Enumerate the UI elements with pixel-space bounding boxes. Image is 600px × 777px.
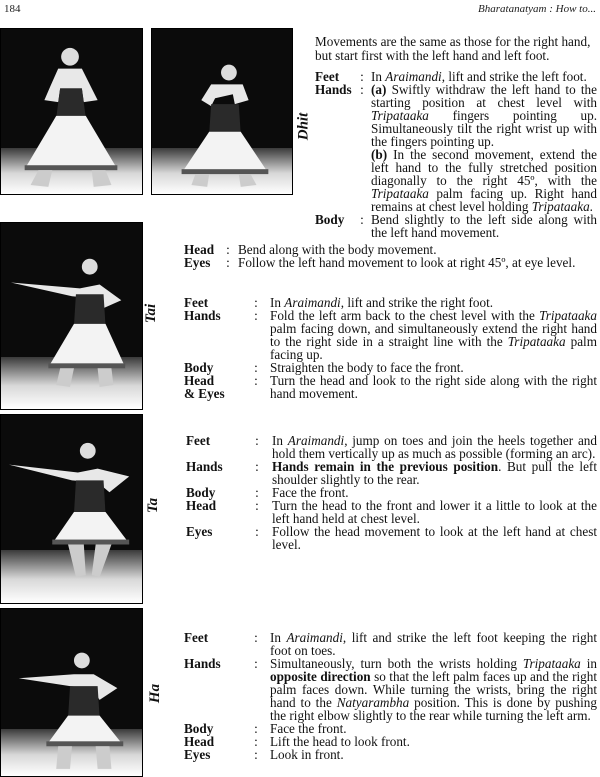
syllable-label-ha: Ha: [147, 683, 164, 704]
syllable-label-dhit: Dhit: [295, 112, 312, 141]
label-feet: Feet: [315, 69, 340, 84]
label-hands: Hands: [315, 82, 352, 97]
photo-dhit: [151, 28, 293, 195]
dhit-hands-row: Hands : (a) Swiftly withdraw the left hand to the starting position at chest level with Tripataaka fingers pointing up. Simultaneously tilt the right wrist up with the fingers pointing up. (b) In the second movement, extend the left hand to the fully stretched position diagonally to the right 45º, with the Tripataaka palm facing up. Right hand remains at chest level holding Tripataaka.: [315, 82, 597, 214]
dancer-figure-icon: [1, 223, 142, 409]
ha-instructions: [184, 631, 597, 761]
tai-body-row: Body : Straighten the body to face the front.: [184, 360, 464, 375]
syllable-label-ta: Ta: [145, 497, 162, 514]
dhit-head-row: Head : Bend along with the body movement.: [184, 242, 437, 257]
dhit-eyes-row: Eyes : Follow the left hand movement to look at right 45º, at eye level.: [184, 255, 576, 270]
intro-paragraph: Movements are the same as those for the right hand, but start first with the left hand and left foot.: [315, 34, 591, 63]
tai-instructions: [184, 296, 597, 400]
dhit-instructions: [315, 70, 597, 239]
tai-head-eyes-row: Head & Eyes : Turn the head and look to the right side along with the right hand movement.: [184, 373, 597, 401]
ta-hands-row: Hands : Hands remain in the previous position. But pull the left shoulder slightly to the rear.: [186, 459, 597, 487]
ha-feet-row: Feet : In Araimandi, lift and strike the left foot keeping the right foot on toes.: [184, 630, 597, 658]
ha-eyes-row: Eyes : Look in front.: [184, 747, 344, 762]
dhit-body-row: Body : Bend slightly to the left side along with the left hand movement.: [315, 212, 597, 240]
ta-eyes-row: Eyes : Follow the head movement to look at the left hand at chest level.: [186, 524, 597, 552]
ha-hands-row: Hands : Simultaneously, turn both the wrists holding Tripataaka in opposite direction so that the left palm faces up and the right palm faces down. While turning the wrists, bring the right hand to the Natyarambha position. This is done by pushing the right elbow slightly to the rear while turning the left arm.: [184, 656, 597, 723]
ha-body-row: Body : Face the front.: [184, 721, 347, 736]
photo-tai: [0, 222, 143, 410]
dancer-figure-icon: [1, 29, 142, 194]
dancer-figure-icon: [152, 29, 292, 194]
ta-instructions: [186, 434, 597, 551]
photo-ha: [0, 608, 143, 777]
label-eyes: Eyes: [184, 255, 211, 270]
page-number: 184: [4, 3, 21, 15]
syllable-label-tai: Tai: [143, 303, 160, 324]
tai-feet-row: Feet : In Araimandi, lift and strike the right foot.: [184, 295, 494, 310]
ha-head-row: Head : Lift the head to look front.: [184, 734, 410, 749]
photo-start-position: [0, 28, 143, 195]
tai-hands-row: Hands : Fold the left arm back to the chest level with the Tripataaka palm facing down, and simultaneously extend the right hand to the right side in a straight line with the Tripataaka palm facing up.: [184, 308, 597, 362]
ta-head-row: Head : Turn the head to the front and lower it a little to look at the left hand held at chest level.: [186, 498, 597, 526]
dancer-figure-icon: [1, 609, 142, 776]
label-head: Head: [184, 242, 215, 257]
dhit-feet-row: Feet : In Araimandi, lift and strike the left foot.: [315, 69, 587, 84]
ta-body-row: Body : Face the front.: [186, 485, 349, 500]
label-body: Body: [315, 212, 345, 227]
dhit-head-eyes: [184, 243, 597, 269]
dancer-figure-icon: [1, 415, 142, 603]
ta-feet-row: Feet : In Araimandi, jump on toes and join the heels together and hold them vertically up as much as possible (forming an arc).: [186, 433, 597, 461]
running-title: Bharatanatyam : How to...: [478, 3, 596, 15]
photo-ta: [0, 414, 143, 604]
